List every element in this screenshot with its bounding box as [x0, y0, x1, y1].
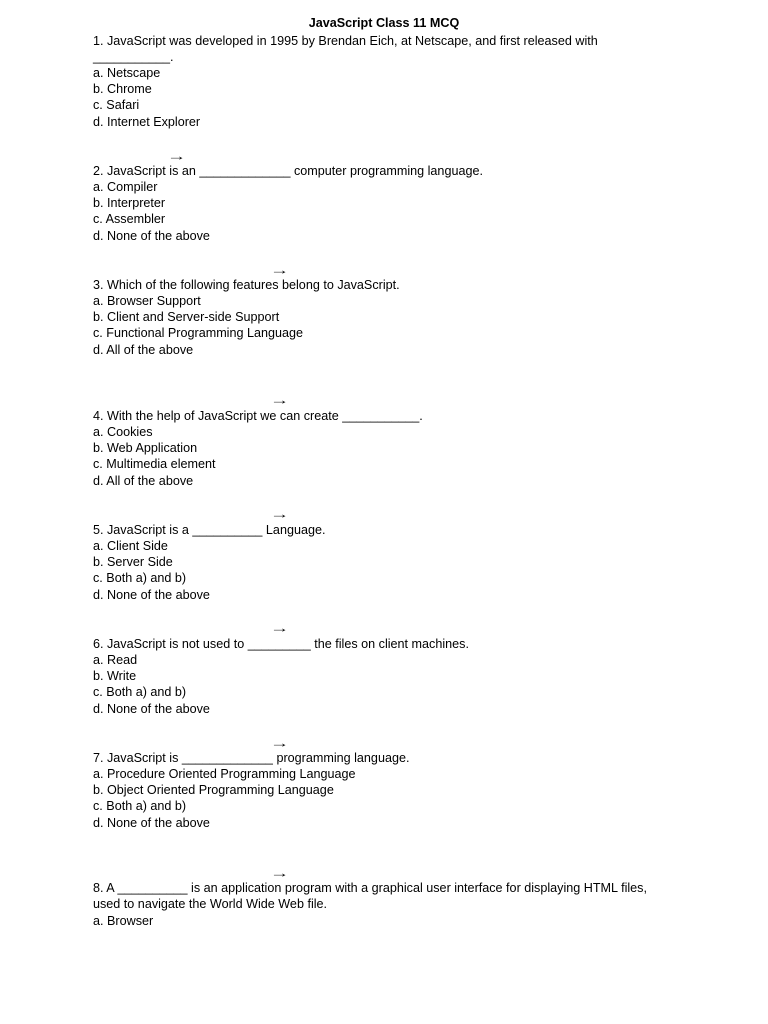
- question-4-option-c: c. Multimedia element: [93, 457, 216, 471]
- question-5-option-c: c. Both a) and b): [93, 571, 187, 585]
- question-6-option-a: a. Read: [93, 653, 138, 667]
- question-1-option-c: c. Safari: [93, 98, 140, 112]
- arrow-icon: →: [167, 149, 187, 163]
- question-3-option-d: d. All of the above: [93, 343, 194, 357]
- question-5-option-a: a. Client Side: [93, 539, 168, 553]
- question-3-option-b: b. Client and Server-side Support: [93, 310, 280, 324]
- question-1-option-d: d. Internet Explorer: [93, 115, 201, 129]
- question-6-option-c: c. Both a) and b): [93, 685, 187, 699]
- document-title: JavaScript Class 11 MCQ: [308, 16, 460, 30]
- question-7-option-c: c. Both a) and b): [93, 799, 187, 813]
- question-6-option-b: b. Write: [93, 669, 137, 683]
- question-2-text: 2. JavaScript is an _____________ computer programming language.: [93, 164, 483, 178]
- question-1-text-continued: ___________.: [93, 50, 174, 64]
- arrow-icon: →: [270, 866, 290, 880]
- question-7-option-b: b. Object Oriented Programming Language: [93, 783, 334, 797]
- question-5-option-b: b. Server Side: [93, 555, 173, 569]
- question-2-option-a: a. Compiler: [93, 180, 158, 194]
- question-7-option-d: d. None of the above: [93, 816, 210, 830]
- question-5-option-d: d. None of the above: [93, 588, 210, 602]
- arrow-icon: →: [270, 393, 290, 407]
- question-1-option-b: b. Chrome: [93, 82, 152, 96]
- question-2-option-c: c. Assembler: [93, 212, 166, 226]
- question-5-text: 5. JavaScript is a __________ Language.: [93, 523, 326, 537]
- question-3-option-c: c. Functional Programming Language: [93, 326, 304, 340]
- question-4-option-d: d. All of the above: [93, 474, 194, 488]
- question-2-option-b: b. Interpreter: [93, 196, 166, 210]
- question-6-option-d: d. None of the above: [93, 702, 210, 716]
- question-2-option-d: d. None of the above: [93, 229, 210, 243]
- question-4-text: 4. With the help of JavaScript we can create ___________.: [93, 409, 423, 423]
- question-1-text: 1. JavaScript was developed in 1995 by Brendan Eich, at Netscape, and first released with: [93, 34, 598, 48]
- question-3-text: 3. Which of the following features belong to JavaScript.: [93, 278, 400, 292]
- question-4-option-b: b. Web Application: [93, 441, 198, 455]
- question-6-text: 6. JavaScript is not used to _________ the files on client machines.: [93, 637, 469, 651]
- arrow-icon: →: [270, 736, 290, 750]
- question-8-text: 8. A __________ is an application program with a graphical user interface for displaying HTML files,: [93, 881, 647, 895]
- arrow-icon: →: [270, 621, 290, 635]
- question-4-option-a: a. Cookies: [93, 425, 153, 439]
- question-7-option-a: a. Procedure Oriented Programming Language: [93, 767, 356, 781]
- question-8-option-a: a. Browser: [93, 914, 154, 928]
- question-1-option-a: a. Netscape: [93, 66, 161, 80]
- arrow-icon: →: [270, 263, 290, 277]
- question-8-text-continued: used to navigate the World Wide Web file.: [93, 897, 328, 911]
- arrow-icon: →: [270, 507, 290, 521]
- question-7-text: 7. JavaScript is _____________ programming language.: [93, 751, 410, 765]
- question-3-option-a: a. Browser Support: [93, 294, 201, 308]
